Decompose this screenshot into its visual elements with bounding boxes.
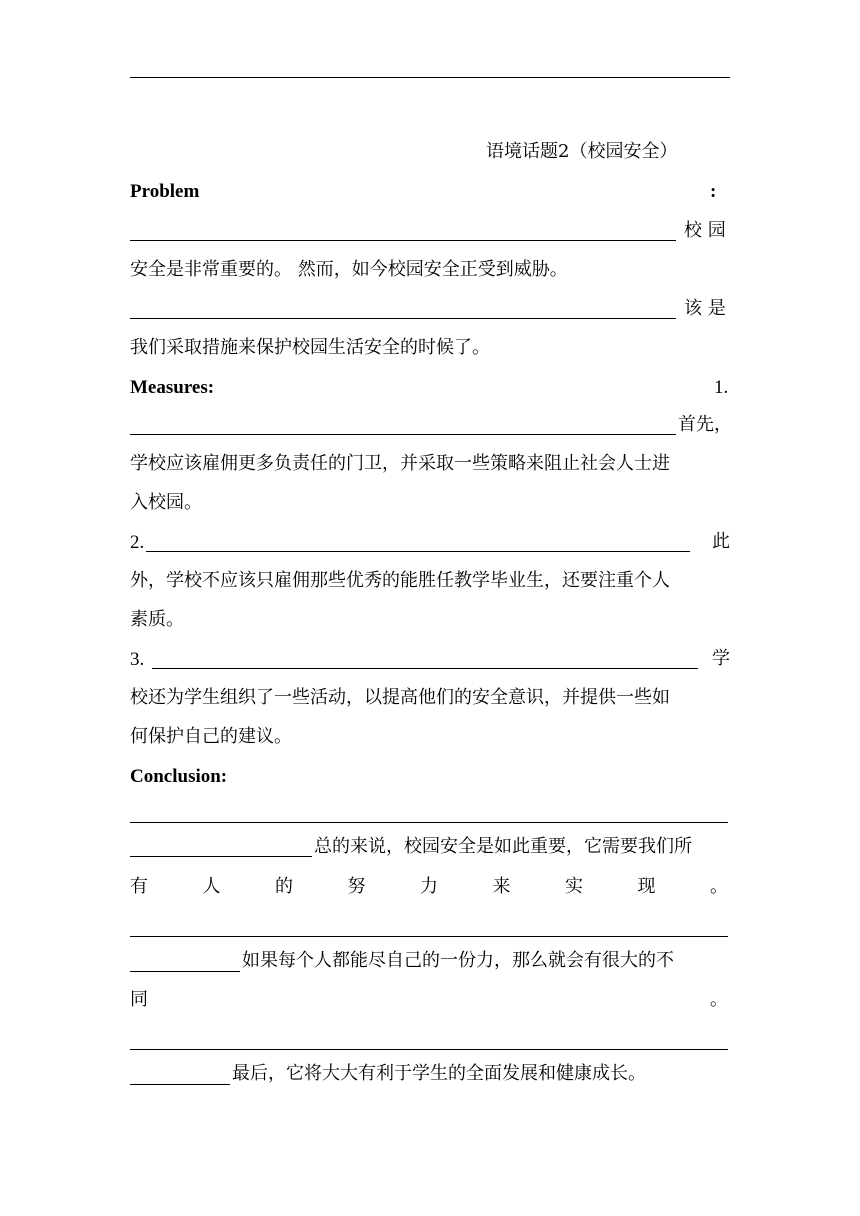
measure1-tail: 首先， [678, 414, 732, 435]
measure3-tail: 学 [712, 648, 730, 669]
problem-colon: : [710, 181, 717, 202]
blank-line-conclusion-1a [130, 822, 728, 823]
spread-char: 。 [710, 876, 728, 897]
blank-line-measure-1 [130, 434, 676, 435]
page-title: 语境话题2（校园安全） [486, 141, 678, 162]
measure2-line3: 素质。 [130, 609, 184, 630]
conclusion2-line: 如果每个人都能尽自己的一份力，那么就会有很大的不 [242, 950, 674, 971]
spread-char: 努 [347, 876, 366, 897]
measure3-line2: 校还为学生组织了一些活动，以提高他们的安全意识，并提供一些如 [130, 687, 670, 708]
spread-char: 来 [492, 876, 511, 897]
blank-line-measure-3 [152, 668, 698, 669]
measure2-line2: 外，学校不应该只雇佣那些优秀的能胜任教学毕业生，还要注重个人 [130, 570, 670, 591]
conclusion2-end-right: 。 [710, 989, 728, 1010]
spread-char: 的 [275, 876, 293, 897]
measure1-line2: 学校应该雇佣更多负责任的门卫，并采取一些策略来阻止社会人士进 [130, 453, 670, 474]
conclusion2-end-left: 同 [130, 989, 148, 1010]
problem-line1-tail: 校 园 [684, 220, 726, 241]
blank-line-conclusion-2a [130, 936, 728, 937]
problem-line3-tail: 该 是 [684, 298, 726, 319]
blank-line-problem-1 [130, 240, 676, 241]
measures-heading: Measures: [130, 377, 215, 398]
blank-line-problem-2 [130, 318, 676, 319]
conclusion1-spread-line [130, 876, 728, 898]
conclusion1-line: 总的来说，校园安全是如此重要，它需要我们所 [314, 836, 692, 857]
spread-char: 现 [637, 876, 656, 897]
measure3-line3: 何保护自己的建议。 [130, 726, 292, 747]
measure2-tail: 此 [712, 531, 730, 552]
conclusion-heading: Conclusion: [130, 766, 228, 787]
spread-char: 实 [565, 876, 583, 897]
blank-line-conclusion-3a [130, 1049, 728, 1050]
measure-number-1: 1. [714, 377, 729, 398]
problem-heading: Problem [130, 181, 200, 202]
measure-number-3: 3. [130, 649, 145, 670]
conclusion3-line: 最后，它将大大有利于学生的全面发展和健康成长。 [232, 1063, 646, 1084]
spread-char: 有 [130, 876, 148, 897]
blank-line-measure-2 [146, 551, 690, 552]
blank-line-conclusion-2b [130, 971, 240, 972]
measure-number-2: 2. [130, 532, 145, 553]
measure1-line3: 入校园。 [130, 492, 202, 513]
spread-char: 力 [420, 876, 438, 897]
problem-line4: 我们采取措施来保护校园生活安全的时候了。 [130, 337, 490, 358]
blank-line-conclusion-3b [130, 1084, 230, 1085]
problem-line2: 安全是非常重要的。 然而，如今校园安全正受到威胁。 [130, 259, 568, 280]
spread-char: 人 [202, 876, 221, 897]
header-rule [130, 77, 730, 78]
blank-line-conclusion-1b [130, 856, 312, 857]
